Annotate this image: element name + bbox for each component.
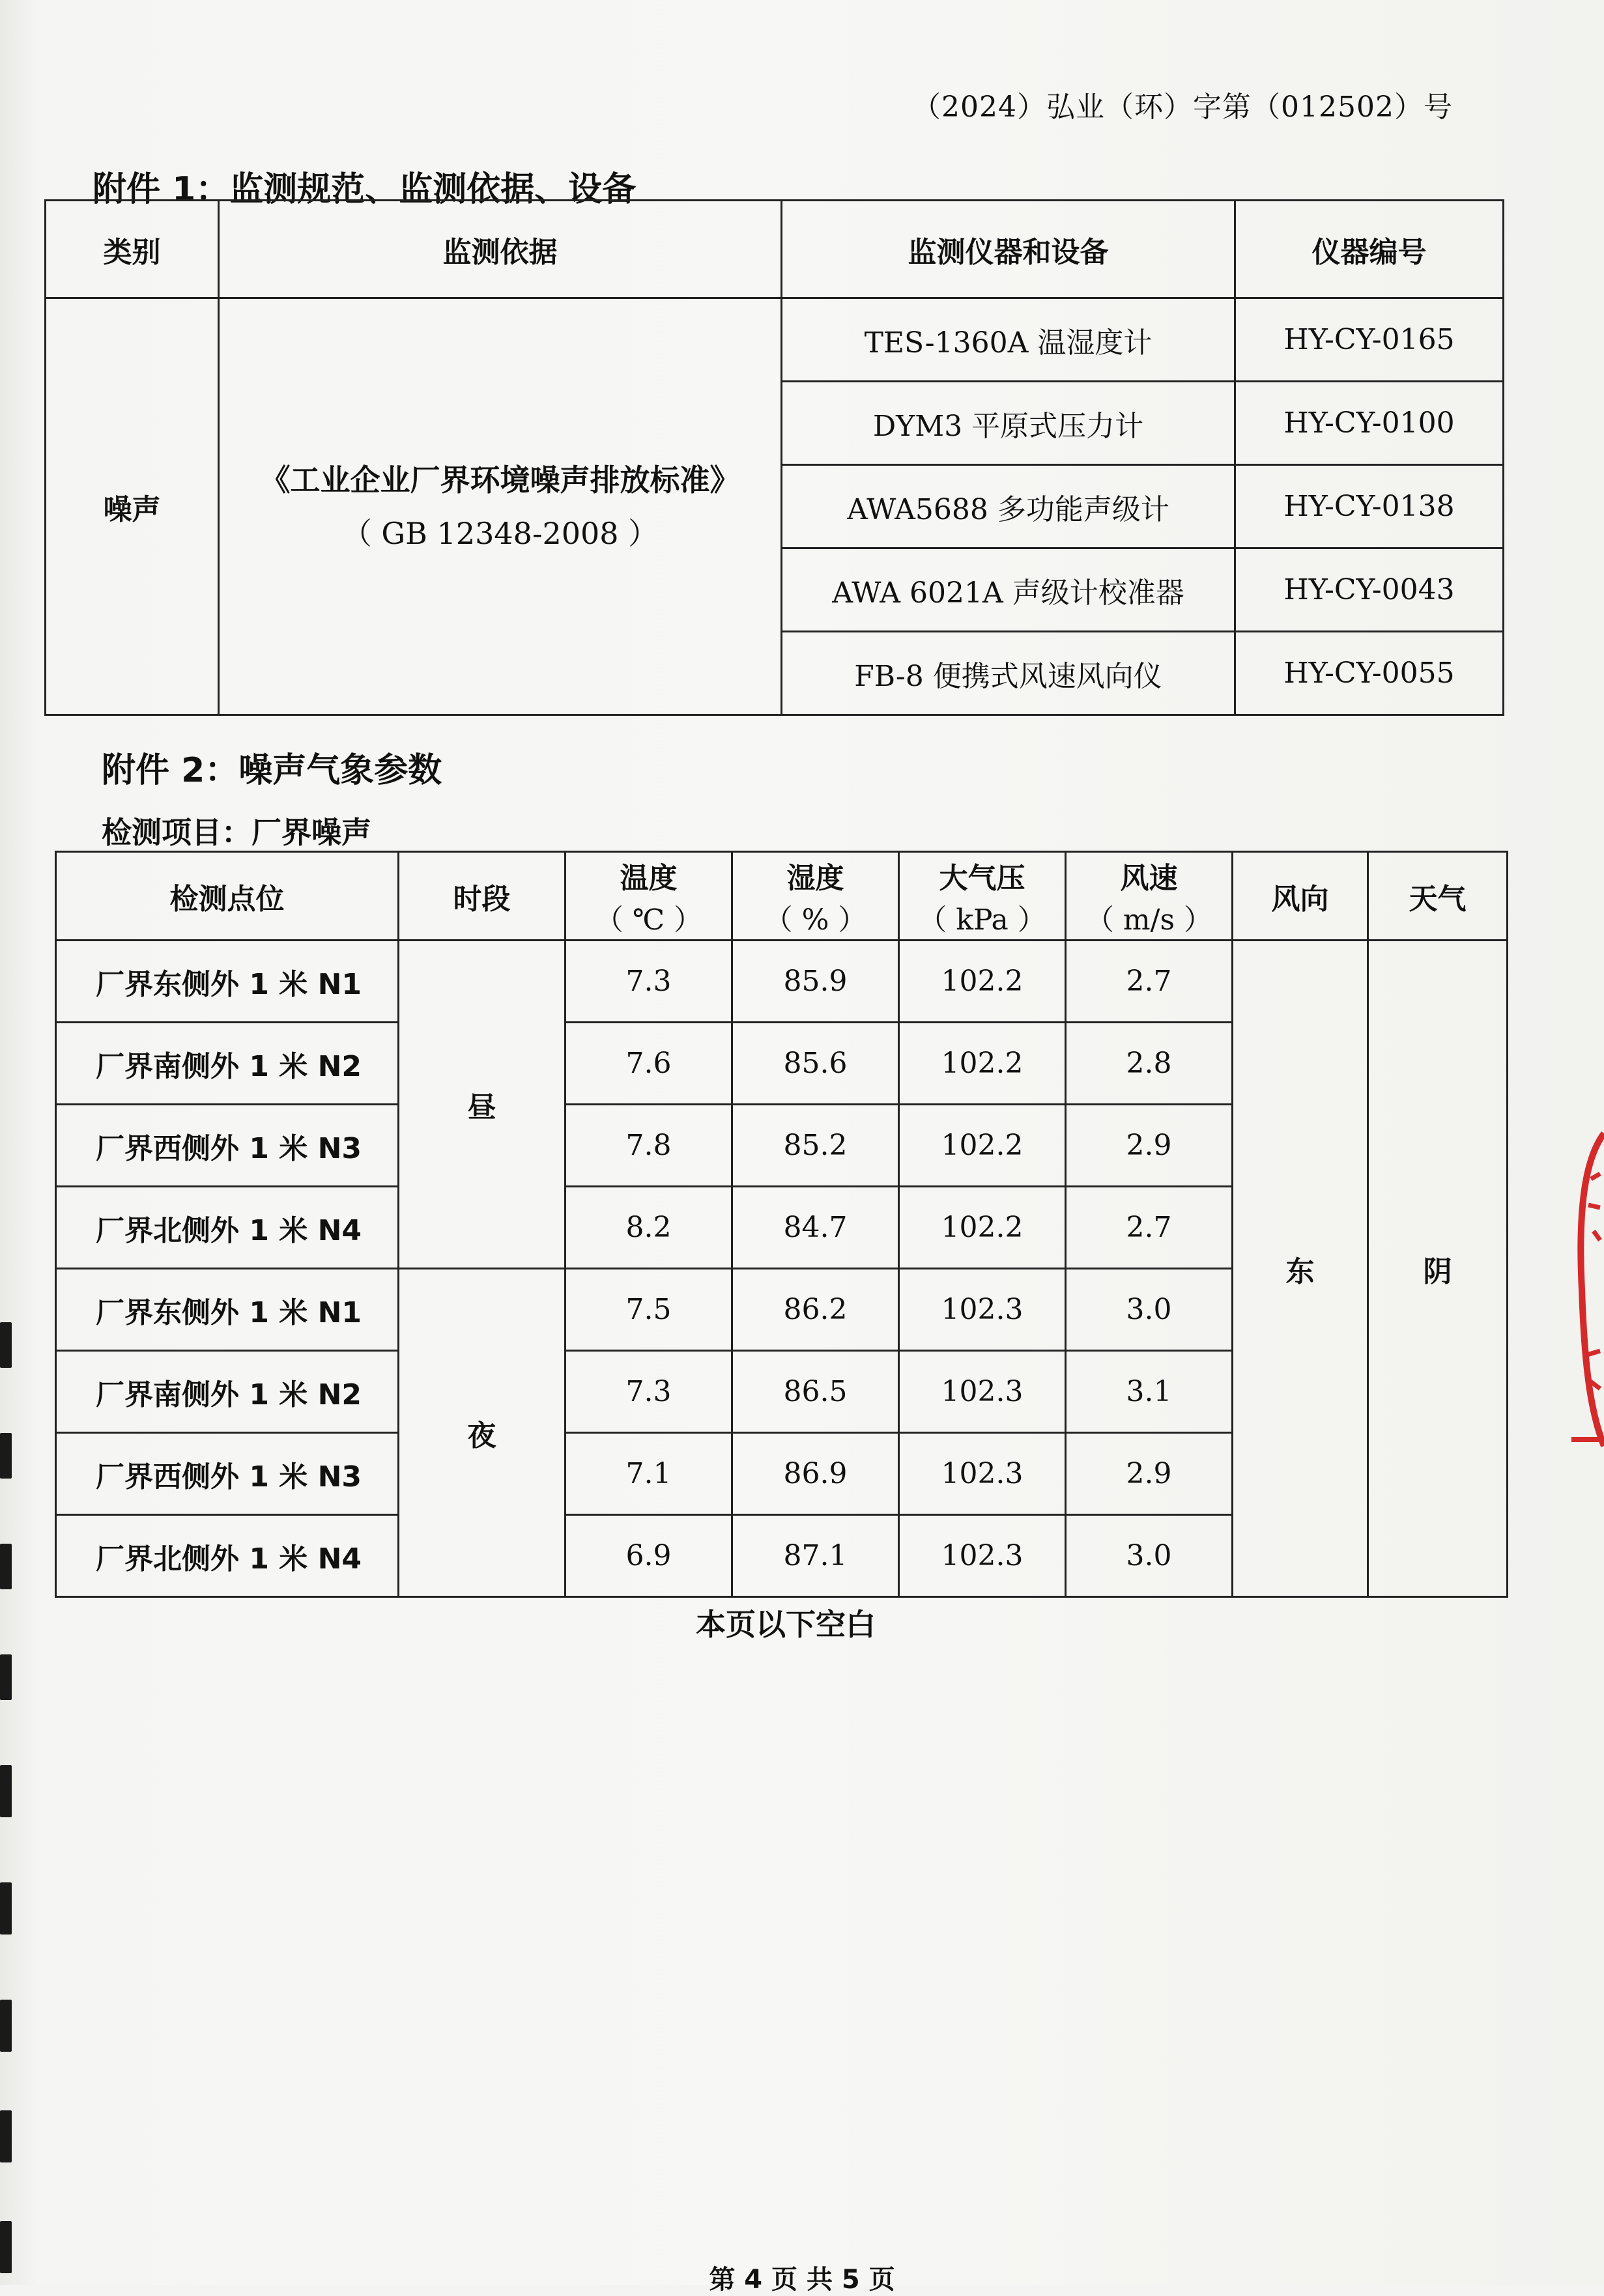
blank-below-note: 本页以下空白 [696, 1607, 876, 1642]
instrument-cell: TES-1360A 温湿度计 [782, 298, 1235, 382]
red-seal-stamp-icon [1565, 1120, 1604, 1459]
wind-speed-cell: 2.7 [1066, 1187, 1233, 1269]
pressure-cell: 102.2 [899, 1105, 1066, 1187]
instrument-cell: AWA5688 多功能声级计 [782, 465, 1235, 548]
serial-cell: HY-CY-0138 [1235, 465, 1504, 548]
pressure-cell: 102.3 [899, 1269, 1066, 1351]
instrument-cell: DYM3 平原式压力计 [782, 382, 1235, 465]
pressure-cell: 102.2 [899, 941, 1066, 1023]
humidity-cell: 87.1 [732, 1515, 899, 1597]
monitoring-point-cell: 厂界东侧外 1 米 N1 [56, 1269, 399, 1351]
wind-speed-cell: 2.9 [1066, 1433, 1233, 1515]
page-number-footer: 第 4 页 共 5 页 [709, 2265, 895, 2295]
header-temperature: 温度 （ ℃ ） [566, 852, 732, 941]
humidity-cell: 84.7 [732, 1187, 899, 1269]
pressure-cell: 102.3 [899, 1351, 1066, 1433]
temperature-cell: 7.3 [566, 1351, 732, 1433]
header-category: 类别 [46, 201, 219, 298]
attachment2-title: 附件 2：噪声气象参数 [102, 751, 442, 790]
wind-speed-cell: 3.0 [1066, 1515, 1233, 1597]
test-item-label: 检测项目：厂界噪声 [102, 815, 371, 850]
pressure-cell: 102.3 [899, 1515, 1066, 1597]
header-serial: 仪器编号 [1235, 201, 1504, 298]
temperature-cell: 7.8 [566, 1105, 732, 1187]
instrument-cell: FB-8 便携式风速风向仪 [782, 632, 1235, 715]
serial-cell: HY-CY-0043 [1235, 548, 1504, 632]
instrument-cell: AWA 6021A 声级计校准器 [782, 548, 1235, 632]
temperature-cell: 7.5 [566, 1269, 732, 1351]
header-pressure: 大气压 （ kPa ） [899, 852, 1066, 941]
humidity-cell: 85.2 [732, 1105, 899, 1187]
header-weather: 天气 [1368, 852, 1508, 941]
header-instrument: 监测仪器和设备 [782, 201, 1235, 298]
category-cell: 噪声 [46, 298, 219, 715]
monitoring-basis-cell [219, 298, 782, 715]
attachment2-table [55, 851, 1508, 1598]
humidity-cell: 85.6 [732, 1023, 899, 1105]
serial-cell: HY-CY-0165 [1235, 298, 1504, 382]
attachment1-table [44, 199, 1504, 716]
header-point: 检测点位 [56, 852, 399, 941]
header-wind-speed: 风速 （ m/s ） [1066, 852, 1233, 941]
monitoring-point-cell: 厂界南侧外 1 米 N2 [56, 1351, 399, 1433]
monitoring-point-cell: 厂界北侧外 1 米 N4 [56, 1187, 399, 1269]
report-reference-number: （2024）弘业（环）字第（012502）号 [912, 91, 1453, 124]
weather-cell: 阴 [1368, 941, 1508, 1597]
attachment1-title: 附件 1：监测规范、监测依据、设备 [93, 170, 637, 209]
monitoring-point-cell: 厂界西侧外 1 米 N3 [56, 1433, 399, 1515]
humidity-cell: 86.9 [732, 1433, 899, 1515]
header-basis: 监测依据 [219, 201, 782, 298]
temperature-cell: 8.2 [566, 1187, 732, 1269]
wind-speed-cell: 3.1 [1066, 1351, 1233, 1433]
pressure-cell: 102.3 [899, 1433, 1066, 1515]
pressure-cell: 102.2 [899, 1187, 1066, 1269]
monitoring-point-cell: 厂界南侧外 1 米 N2 [56, 1023, 399, 1105]
basis-standard-name: 《工业企业厂界环境噪声排放标准》 [260, 462, 740, 498]
temperature-cell: 7.6 [566, 1023, 732, 1105]
monitoring-point-cell: 厂界北侧外 1 米 N4 [56, 1515, 399, 1597]
monitoring-point-cell: 厂界西侧外 1 米 N3 [56, 1105, 399, 1187]
wind-speed-cell: 2.8 [1066, 1023, 1233, 1105]
header-period: 时段 [399, 852, 566, 941]
humidity-cell: 85.9 [732, 941, 899, 1023]
serial-cell: HY-CY-0055 [1235, 632, 1504, 715]
temperature-cell: 6.9 [566, 1515, 732, 1597]
wind-speed-cell: 3.0 [1066, 1269, 1233, 1351]
temperature-cell: 7.3 [566, 941, 732, 1023]
wind-speed-cell: 2.7 [1066, 941, 1233, 1023]
basis-standard-code: （ GB 12348-2008 ） [341, 515, 659, 551]
pressure-cell: 102.2 [899, 1023, 1066, 1105]
monitoring-point-cell: 厂界东侧外 1 米 N1 [56, 941, 399, 1023]
wind-direction-cell: 东 [1233, 941, 1368, 1597]
wind-speed-cell: 2.9 [1066, 1105, 1233, 1187]
serial-cell: HY-CY-0100 [1235, 382, 1504, 465]
header-wind-direction: 风向 [1233, 852, 1368, 941]
table-row [56, 941, 1508, 1023]
period-day-cell: 昼 [399, 941, 566, 1269]
temperature-cell: 7.1 [566, 1433, 732, 1515]
humidity-cell: 86.5 [732, 1351, 899, 1433]
humidity-cell: 86.2 [732, 1269, 899, 1351]
period-night-cell: 夜 [399, 1269, 566, 1597]
header-humidity: 湿度 （ % ） [732, 852, 899, 941]
